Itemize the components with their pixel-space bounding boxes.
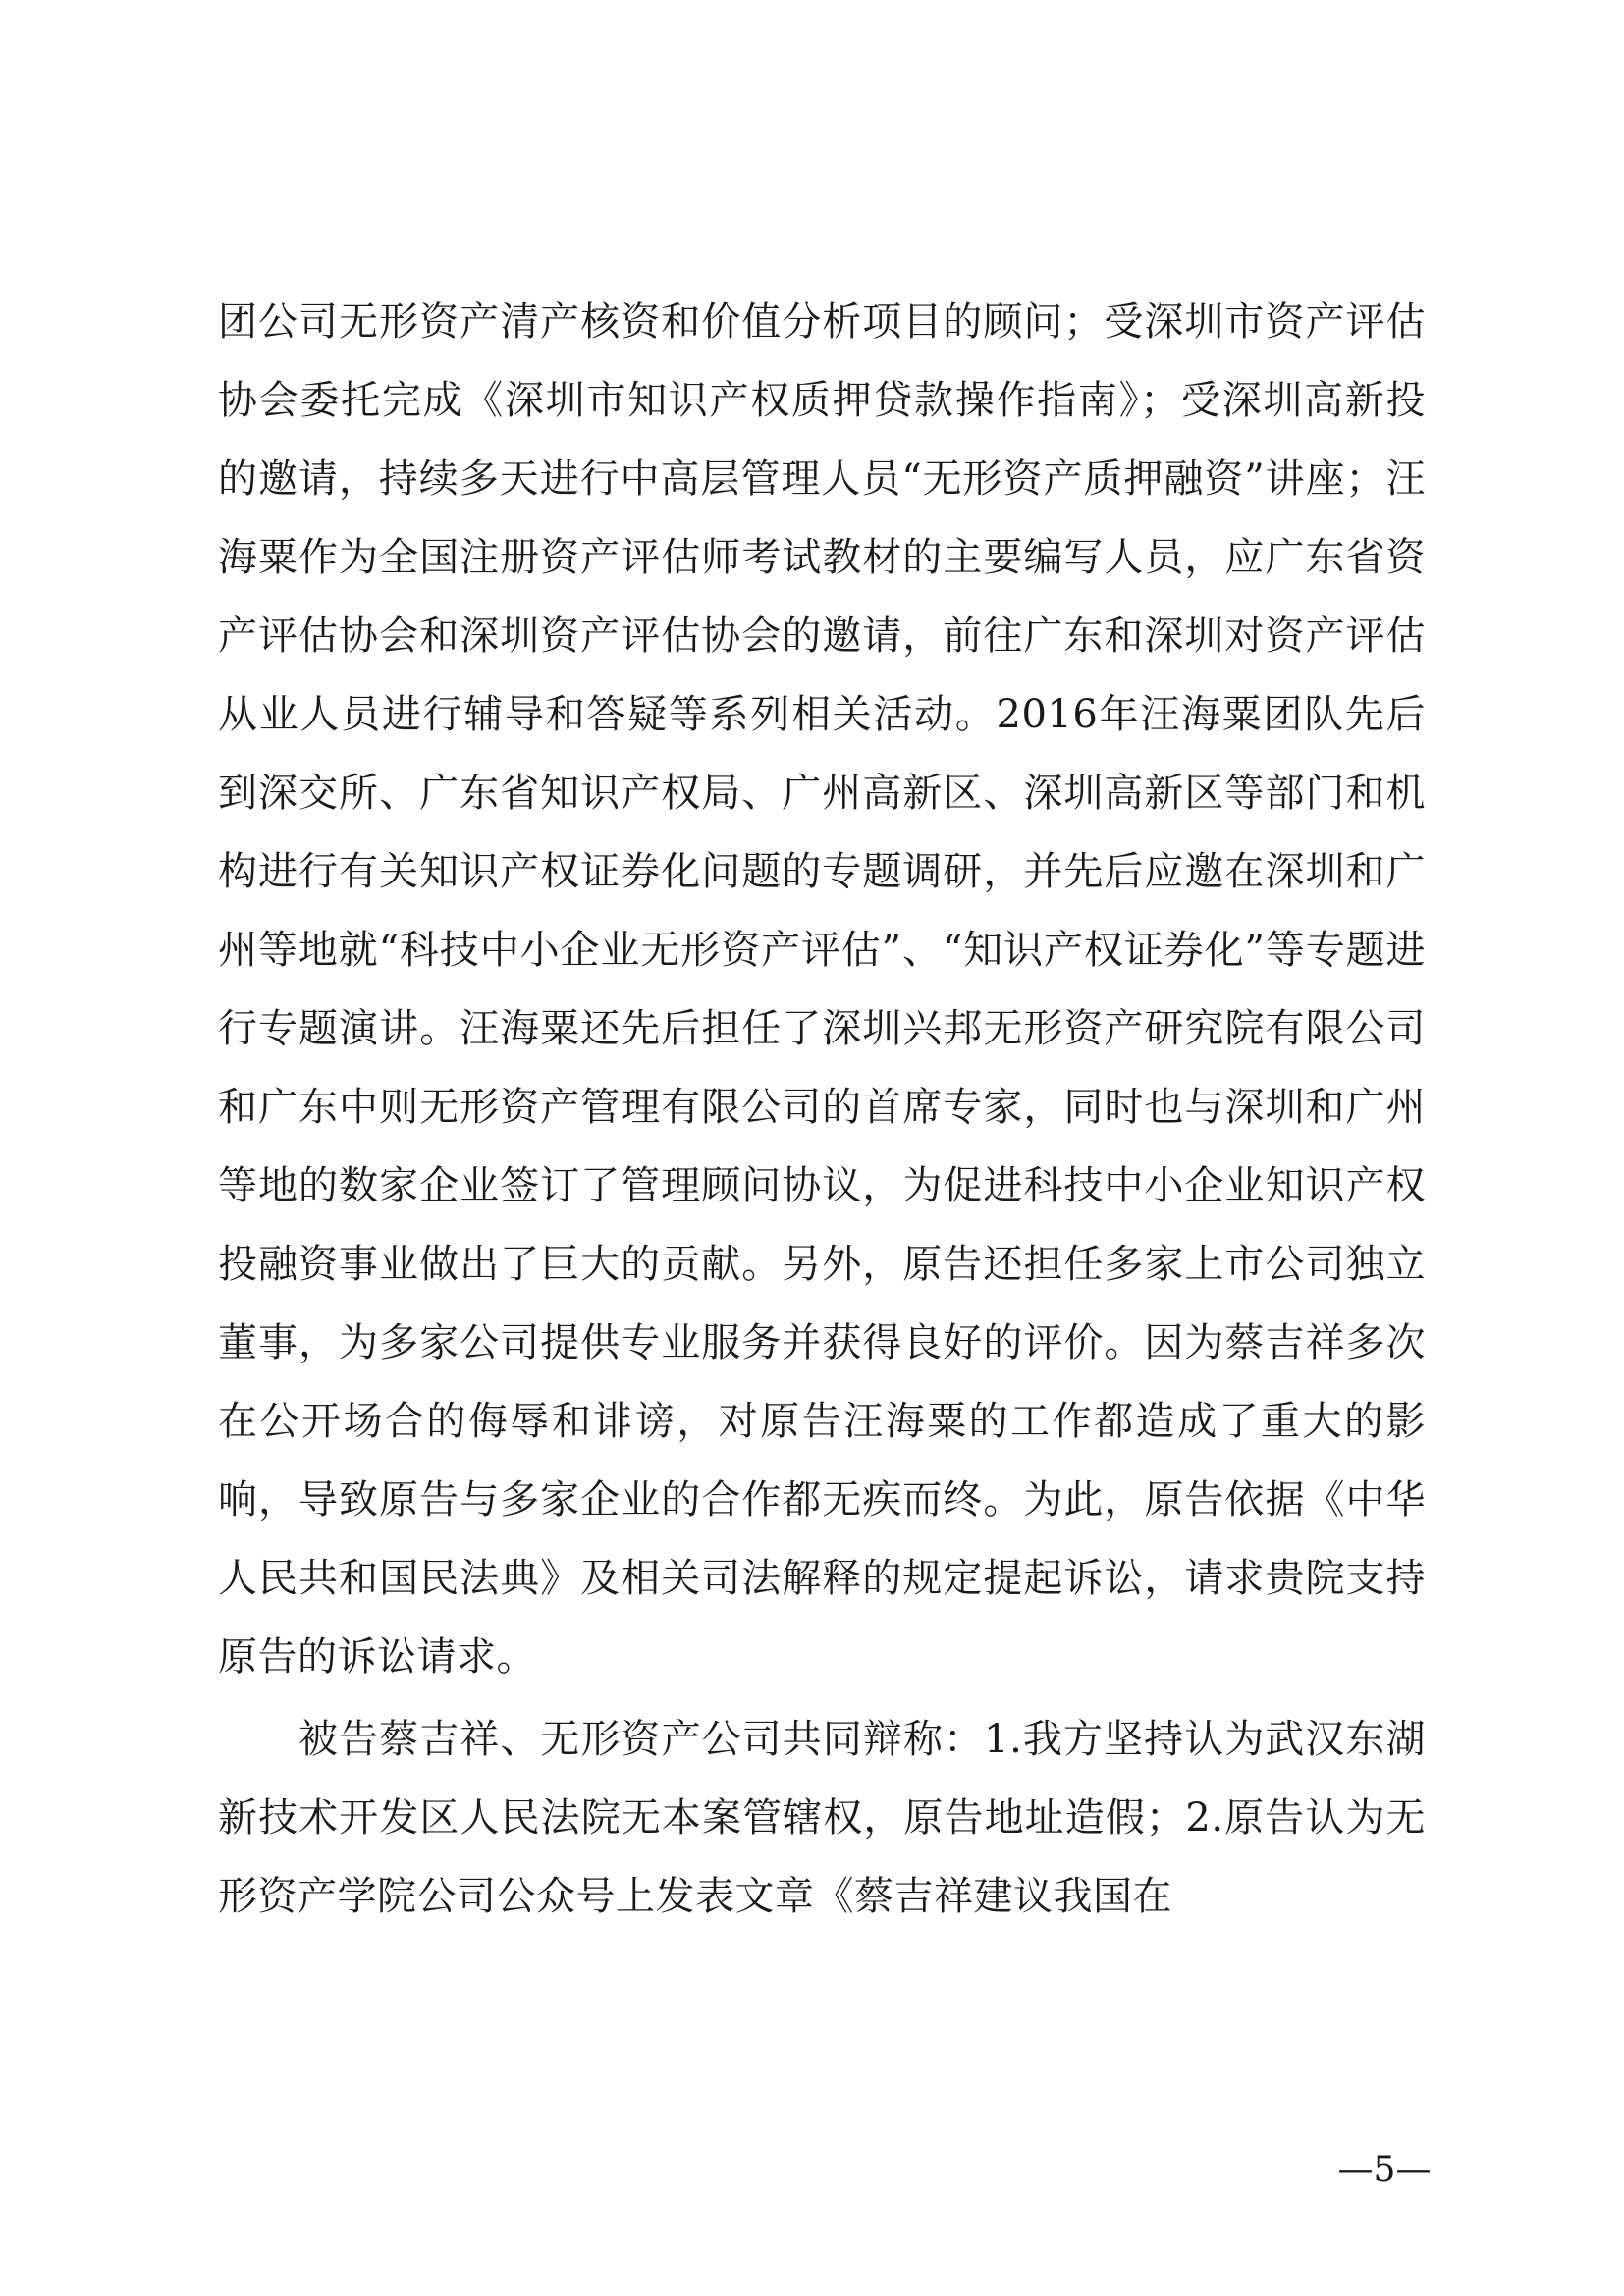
paragraph-plaintiff-claims: 团公司无形资产清产核资和价值分析项目的顾问；受深圳市资产评估协会委托完成《深圳市知识产权质押贷款操作指南》；受深圳高新投的邀请，持续多天进行中高层管理人员“无形资产质押融资”讲座；汪海粟作为全国注册资产评估师考试教材的主要编写人员，应广东省资产评估协会和深圳资产评估协会的邀请，前往广东和深圳对资产评估从业人员进行辅导和答疑等系列相关活动。2016年汪海粟团队先后到深交所、广东省知识产权局、广州高新区、深圳高新区等部门和机构进行有关知识产权证券化问题的专题调研，并先后应邀在深圳和广州等地就“科技中小企业无形资产评估”、“知识产权证券化”等专题进行专题演讲。汪海粟还先后担任了深圳兴邦无形资产研究院有限公司和广东中则无形资产管理有限公司的首席专家，同时也与深圳和广州等地的数家企业签订了管理顾问协议，为促进科技中小企业知识产权投融资事业做出了巨大的贡献。另外，原告还担任多家上市公司独立董事，为多家公司提供专业服务并获得良好的评价。因为蔡吉祥多次在公开场合的侮辱和诽谤，对原告汪海粟的工作都造成了重大的影响，导致原告与多家企业的合作都无疾而终。为此，原告依据《中华人民共和国民法典》及相关司法解释的规定提起诉讼，请求贵院支持原告的诉讼请求。 bbox=[218, 299, 1426, 1680]
document-body bbox=[218, 283, 1426, 1936]
page-number: —5— bbox=[1337, 2150, 1432, 2190]
paragraph-defendant-response: 被告蔡吉祥、无形资产公司共同辩称：1.我方坚持认为武汉东湖新技术开发区人民法院无本案管辖权，原告地址造假；2.原告认为无形资产学院公司公众号上发表文章《蔡吉祥建议我国在 bbox=[218, 1717, 1426, 1919]
